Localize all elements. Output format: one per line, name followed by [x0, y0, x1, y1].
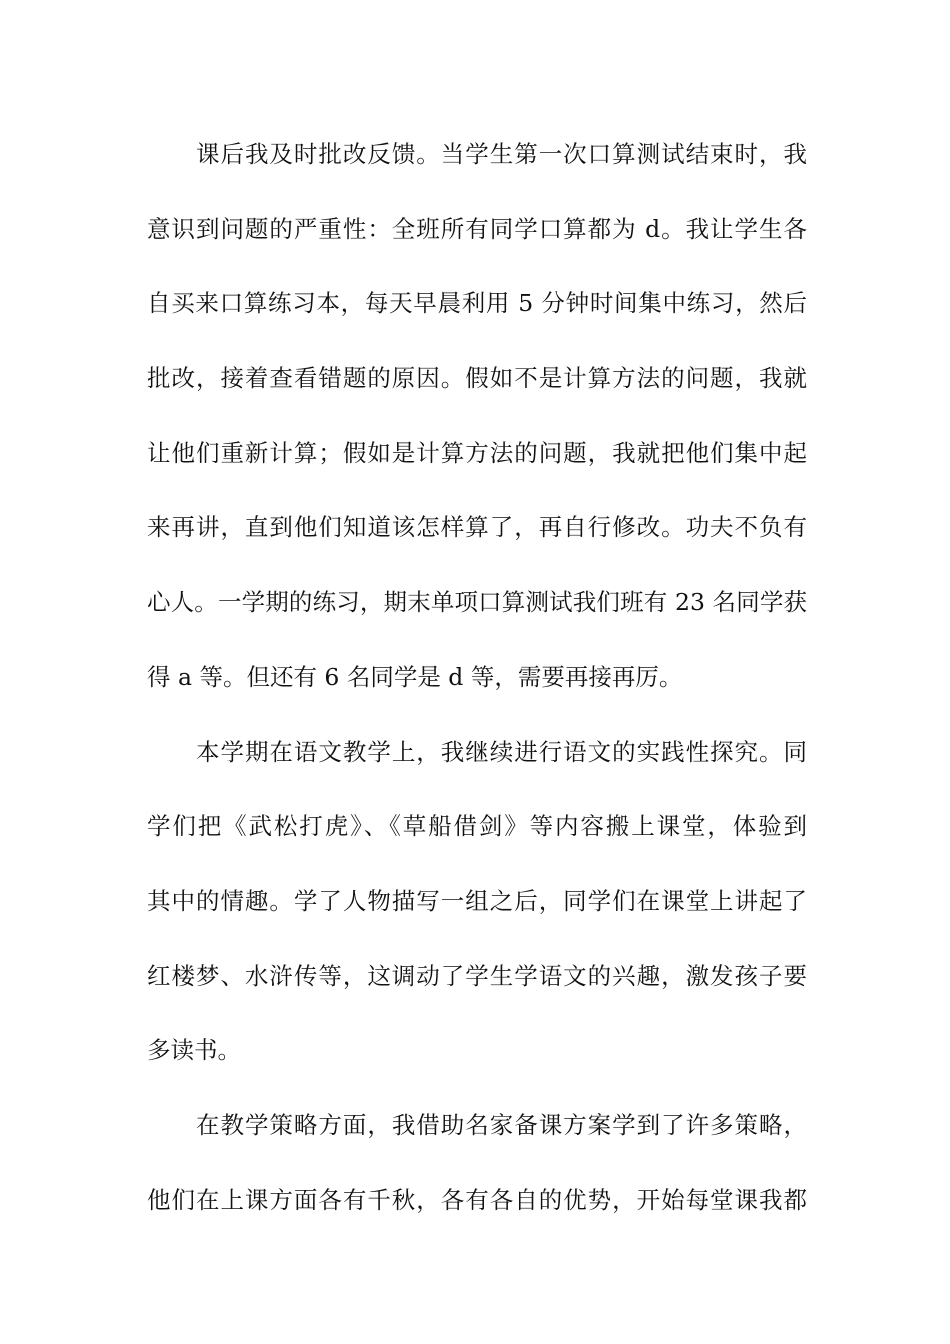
document-body: [147, 124, 807, 1244]
paragraph-teaching-strategy: [147, 1095, 807, 1244]
paragraph-oral-arithmetic: [147, 124, 807, 722]
text-line: 心人。一学期的练习，期末单项口算测试我们班有 23 名同学获: [147, 588, 807, 617]
text-line: 多读书。: [147, 1036, 241, 1065]
text-line: 让他们重新计算；假如是计算方法的问题，我就把他们集中起: [147, 438, 807, 467]
text-line: 其中的情趣。学了人物描写一组之后，同学们在课堂上讲起了: [147, 886, 807, 915]
text-line: 批改，接着查看错题的原因。假如不是计算方法的问题，我就: [147, 364, 807, 393]
text-line: 本学期在语文教学上，我继续进行语文的实践性探究。同: [196, 737, 807, 766]
text-line: 红楼梦、水浒传等，这调动了学生学语文的兴趣，激发孩子要: [147, 961, 807, 990]
text-line: 意识到问题的严重性：全班所有同学口算都为 d。我让学生各: [147, 214, 807, 243]
text-line: 在教学策略方面，我借助名家备课方案学到了许多策略，: [196, 1110, 807, 1139]
text-line: 得 a 等。但还有 6 名同学是 d 等，需要再接再厉。: [147, 662, 683, 691]
text-line: 学们把《武松打虎》、《草船借剑》等内容搬上课堂，体验到: [147, 812, 807, 841]
text-line: 他们在上课方面各有千秋，各有各自的优势，开始每堂课我都: [147, 1185, 807, 1214]
text-line: 自买来口算练习本，每天早晨利用 5 分钟时间集中练习，然后: [147, 289, 807, 318]
paragraph-chinese-teaching: [147, 722, 807, 1095]
text-line: 来再讲，直到他们知道该怎样算了，再自行修改。功夫不负有: [147, 513, 807, 542]
text-line: 课后我及时批改反馈。当学生第一次口算测试结束时，我: [196, 140, 807, 168]
